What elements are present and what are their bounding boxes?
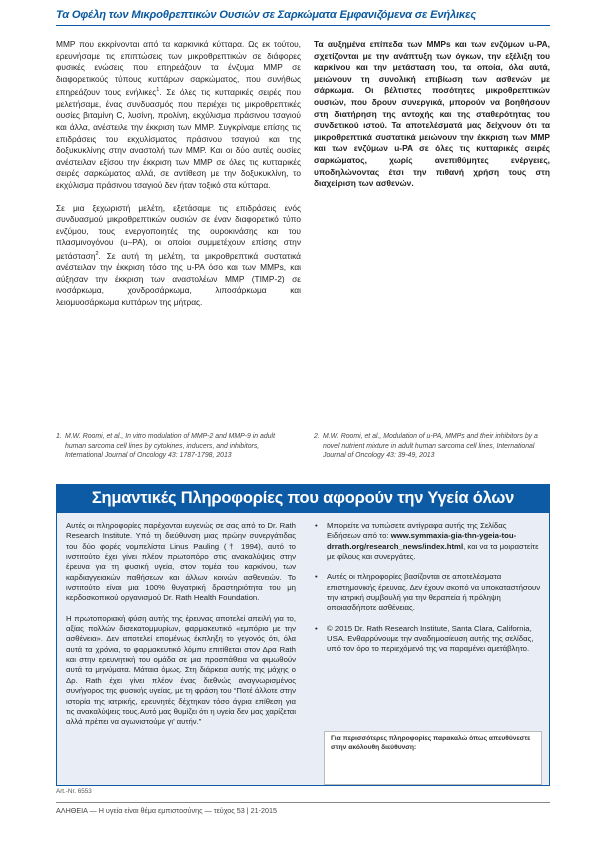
page-footer: ΑΛΗΘΕΙΑ — Η υγεία είναι θέμα εμπιστοσύνης — τεύχος 53 | 21-2015 (56, 806, 277, 815)
paragraph-2-text: Σε μια ξεχωριστή μελέτη, εξετάσαμε τις επιδράσεις ενός συνδυασμού μικροθρεπτικών ουσιών σε έναν διαφορετικό τύπο ενζύμου, τους ενεργοποιητές της ουροκινάσης και του πλασμινογόνου (u–PA), οι οποίοι συμμετέχουν επίσης στην μετάσταση (56, 202, 301, 261)
article-right-column (314, 39, 550, 190)
reference-2-text: M.W. Roomi, et al., Modulation of u-PA, MMPs and their inhibitors by a novel nutrient mixture in adult human sarcoma cell lines, International Journal of Oncology 43: 39-49, 2013 (323, 433, 538, 460)
info-paragraph-2: Η πρωτοποριακή φύση αυτής της έρευνας αποτελεί απειλή για το, αξίας πολλών δισεκατομμυρίων, φαρμακευτικό «εμπόριο με την ασθένεια». Δεν αποτελεί επομένως έκπληξη το γεγονός ότι, όλα αυτά τα χρόνια, το φαρμακευτικό λόμπυ επιτίθεται στον Δρα Rath και στην ερευνητική του ομάδα σε μια προσπάθεια να φιμωθούν αυτά τα μηνύματα. Μάταια όμως. Στη διάρκεια αυτής της μάχης ο Δρ. Rath έχει γίνει πλέον ένας διεθνώς αναγνωρισμένος συνήγορος της φυσικής υγείας, με τη φράση του “Ποτέ άλλοτε στην ιστορία της ιατρικής, ερευνητές δέχτηκαν τόσο άγρια επίθεση για τις ανακαλύψεις τους.Αυτό μας θυμίζει ότι η υγεία δεν μας χαρίζεται αλλά πρέπει να αγωνιστούμε γι’ αυτήν.” (66, 613, 296, 727)
bullet-icon: • (315, 623, 318, 633)
contact-box-label: Για περισσότερες πληροφορίες παρακαλώ όπως απευθύνεστε στην ακόλουθη διεύθυνση: (331, 735, 531, 751)
article-number: Art.-Nr. 6553 (56, 788, 92, 795)
info-bullet-disclaimer (315, 572, 541, 613)
bullet-1-before: Μπορείτε να τυπώσετε αντίγραφα αυτής της Σελίδας Ειδήσεων από το: (327, 521, 507, 541)
bullet-icon: • (315, 521, 318, 530)
health-info-banner: Σημαντικές Πληροφορίες που αφορούν την Υγεία όλων (56, 484, 550, 512)
article-left-column (56, 39, 301, 320)
info-right-column (315, 521, 541, 665)
article-paragraph-2 (56, 203, 301, 309)
info-bullet-list (315, 521, 541, 655)
info-paragraph-1: Αυτές οι πληροφορίες παρέχονται ευγενώς σε σας από το Dr. Rath Research Institute. Υπό τη διεύθυνση μιας πρώην συνεργάτιδας του δύο φορές νομπελίστα Linus Pauling († 1994), αυτό το ινστιτούτο έχει γίνει πλέον πρωτοπόρο στις ανακαλύψεις στην έρευνα για τη φυσική υγεία, στον τομέα του καρκίνου, των καρδιαγγειακών παθήσεων και άλλων κοινών ασθενειών. Το ινστιτούτο είναι μια 100% θυγατρική δραστηριότητα του μη κερδοσκοπικού οργανισμού Dr. Rath Health Foundation. (66, 521, 296, 603)
reference-2 (314, 432, 550, 461)
reference-1-text: M.W. Roomi, et al., In vitro modulation of MMP-2 and MMP-9 in adult human sarcoma cell lines by cytokines, inducers, and inhibitors, International Journal of Oncology 43: 1787-1798, 2013 (65, 433, 275, 460)
paragraph-1-text: MMP που εκκρίνονται από τα καρκινικά κύτταρα. Ως εκ τούτου, ερευνήσαμε τις επιπτώσεις των μικροθρεπτικών σε διάφορες φυσικές ενώσεις που επηρεάζουν τα ένζυμα MMP σε διαφορετικούς τύπους κυττάρων σαρκώματος, που συνήθως επηρεάζουν τους ενήλικες (56, 39, 301, 98)
article-summary-bold: Τα αυξημένα επίπεδα των MMPs και των ενζύμων u-PA, σχετίζονται με την ανάπτυξη των όγκων, την εξέλιξη του καρκίνου και την μετάσταση του, τα οποία, όλα αυτά, μειώνουν τη συνολική επιβίωση των ασθενών με σάρκωμα. Οι βέλτιστες ποσότητες μικροθρεπτικών ουσιών, που δρουν συνεργικά, μπορούν να βοηθήσουν στη διατήρηση της αντοχής και της σταθερότητας του συνδετικού ιστού. Τα αποτελέσματά μας δείχνουν ότι τα μικροθρεπτικά συστατικά μειώνουν την έκκριση των MMP και των ενζύμων u-PA σε όλες τις κυτταρικές σειρές σαρκώματος, χωρίς ανεπιθύμητες ενέργειες, υποδηλώνοντας έτσι την πιθανή χρήση τους στη διαχείριση των ασθενών. (314, 39, 550, 189)
page-header-title: Τα Οφέλη των Μικροθρεπτικών Ουσιών σε Σαρκώματα Εμφανιζόμενα σε Ενήλικες (56, 9, 476, 21)
paragraph-2-rest: . Σε αυτή τη μελέτη, τα μικροθρεπτικά συστατικά ανέστειλαν την έκκριση τόσο της u-PA όσο και των MMPs, και αύξησαν την έκκριση των αναστολέων MMP (TIMP-2) σε ινοσάρκωμα, χονδροσάρκωμα, λιποσάρκωμα και λειομυοσάρκωμα κυττάρων της μήτρας. (56, 250, 301, 308)
bullet-icon: • (315, 572, 318, 582)
reference-1 (56, 432, 291, 461)
footnote-marker-1: 1 (156, 87, 160, 94)
info-bullet-copyright (315, 624, 541, 655)
paragraph-1-rest: . Σε όλες τις κυτταρικές σειρές που μελετήσαμε, ένας συνδυασμός που περιέχει τις μικροθρεπτικές ουσίες βιταμίνη C, λυσίνη, προλίνη, εκχύλισμα πράσινου τσαγιού και άλλα, ανέστειλε την έκκριση των MMP. Συγκρίναμε επίσης τις επιδράσεις του εκχυλίσματος πράσινου τσαγιού και της δοξυκυκλίνης στην αναστολή των MMP. Και οι δύο αυτές ουσίες ανέστειλαν εξίσου την έκκριση των MMP σε όλες τις κυτταρικές σειρές σαρκώματος αλλά, σε αντίθεση με την δοξυκυκλίνη, το εκχύλισμα πράσινου τσαγιού δεν ήταν τοξικό στα κύτταρα. (56, 87, 301, 190)
reference-1-number: 1. (56, 433, 62, 440)
article-paragraph-1 (56, 39, 301, 192)
bullet-2-text: Αυτές οι πληροφορίες βασίζονται σε αποτελέσματα επιστημονικής έρευνας. Δεν έχουν σκοπό να υποκαταστήσουν την ιατρική συμβουλή για την θεραπεία ή πρόληψη οποιασδήποτε ασθένειας. (327, 572, 541, 613)
bullet-3-text: © 2015 Dr. Rath Research Institute, Santa Clara, California, USA. Ενθαρρύνουμε την αναδημοσίευση αυτής της σελίδας, υπό τον όρο το περιεχόμενό της να παραμένει αμετάβλητο. (327, 623, 534, 654)
info-left-column (66, 521, 296, 738)
header-rule (56, 25, 550, 26)
website-link[interactable]: www.symmaxia-gia-thn-ygeia-tou-drrath.org/research_news/index.html (327, 531, 517, 551)
footer-rule (56, 802, 550, 803)
info-bullet-print (315, 521, 541, 562)
bullet-1-after: , και να τα μοιραστείτε με φίλους και συνεργάτες. (327, 541, 539, 562)
contact-address-box (324, 731, 542, 785)
reference-2-number: 2. (314, 433, 320, 440)
health-info-box (56, 512, 550, 786)
footnote-marker-2: 2 (95, 250, 99, 257)
